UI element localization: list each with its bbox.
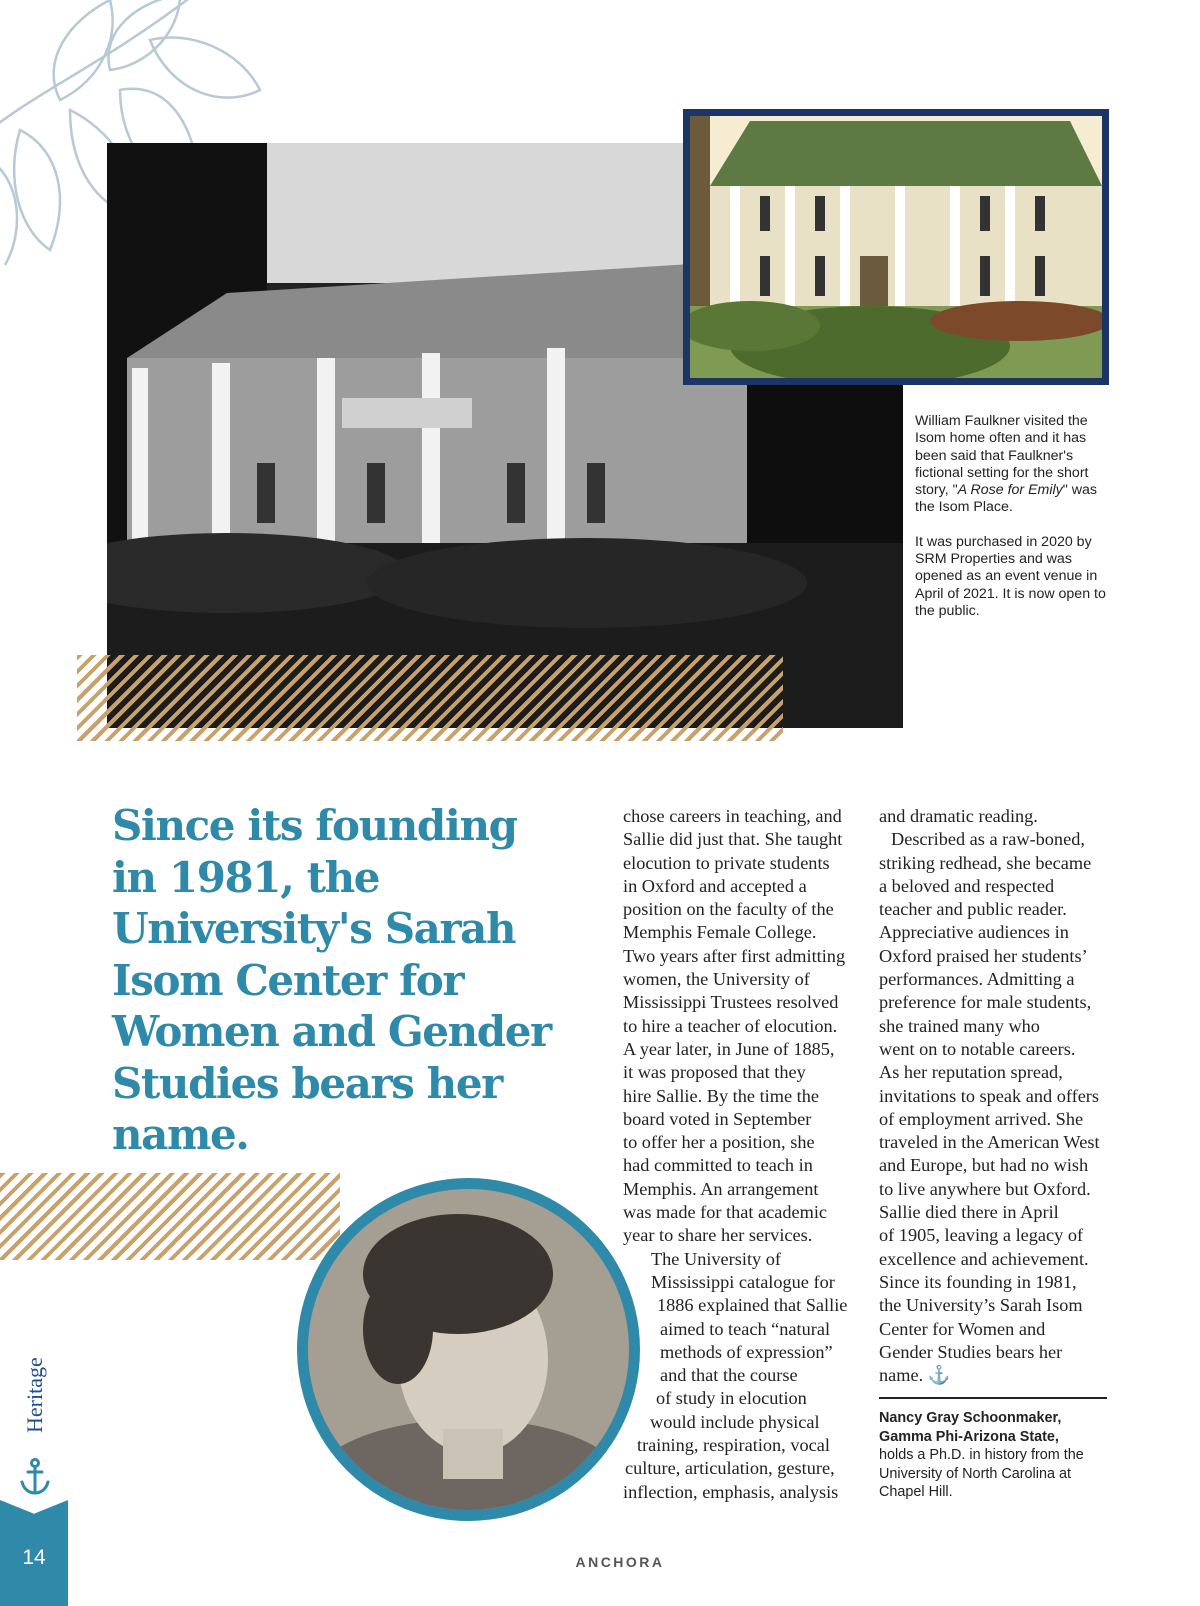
column-2-line: invitations to speak and offers: [879, 1085, 1100, 1106]
isom-place-color-photo: [683, 109, 1109, 385]
author-bio: [879, 1409, 1109, 1502]
column-2-line: Described as a raw-boned,: [891, 829, 1085, 850]
column-1-line: of study in elocution: [656, 1388, 807, 1409]
column-2-line: and Europe, but had no wish: [879, 1155, 1089, 1176]
column-1-line: Sallie did just that. She taught: [623, 829, 843, 850]
page-number: 14: [22, 1546, 46, 1569]
column-2-line: and dramatic reading.: [879, 806, 1038, 826]
column-1-line: it was proposed that they: [623, 1062, 806, 1083]
column-1-line: women, the University of: [623, 969, 810, 990]
column-2-line: teacher and public reader.: [879, 899, 1067, 920]
gold-stripe-band: [77, 655, 783, 741]
caption-paragraph-2: It was purchased in 2020 by SRM Properties and was opened as an event venue in April of 2021. It is now open to the public.: [915, 533, 1106, 619]
column-2-line: excellence and achievement.: [879, 1248, 1089, 1269]
column-2-line: Sallie died there in April: [879, 1202, 1059, 1223]
column-1-line: to offer her a position, she: [623, 1132, 815, 1153]
column-2-line: Oxford praised her students’: [879, 945, 1088, 966]
column-2-line: traveled in the American West: [879, 1132, 1100, 1153]
author-name: Nancy Gray Schoonmaker,: [879, 1410, 1062, 1426]
column-1-line: Memphis. An arrangement: [623, 1178, 819, 1199]
column-1-line: year to share her services.: [623, 1225, 813, 1246]
story-title: A Rose for Emily: [957, 482, 1063, 499]
column-2-line: went on to notable careers.: [879, 1038, 1076, 1059]
photo-caption: [915, 413, 1110, 620]
column-1-line: in Oxford and accepted a: [623, 875, 807, 896]
column-1-line: 1886 explained that Sallie: [657, 1295, 848, 1316]
column-1-line: Mississippi catalogue for: [651, 1271, 835, 1292]
column-2-line: a beloved and respected: [879, 875, 1055, 896]
column-1-line: training, respiration, vocal: [637, 1435, 830, 1456]
column-1-line: board voted in September: [623, 1108, 812, 1129]
column-2-line: Appreciative audiences in: [879, 922, 1069, 943]
caption-paragraph-1: William Faulkner visited the Isom home often and it has been said that Faulkner's fictional setting for the short story, "A Rose for Emily" was the Isom Place.: [915, 413, 1097, 516]
author-bio-text: holds a Ph.D. in history from the University of North Carolina at Chapel Hill.: [879, 1447, 1084, 1501]
column-2-line: she trained many who: [879, 1015, 1040, 1036]
column-2-line: of 1905, leaving a legacy of: [879, 1225, 1084, 1246]
column-1-line: elocution to private students: [623, 852, 830, 873]
gold-stripe-band-left: [0, 1173, 340, 1260]
article-column-2: [879, 805, 1114, 1387]
section-label: Heritage: [22, 1357, 47, 1433]
article-column-1: [623, 805, 858, 1504]
column-1-line: would include physical: [650, 1411, 820, 1432]
column-1-line: Memphis Female College.: [623, 922, 817, 943]
column-1-line: A year later, in June of 1885,: [623, 1038, 835, 1059]
column-2-line: Gender Studies bears her: [879, 1341, 1063, 1362]
column-1-line: to hire a teacher of elocution.: [623, 1015, 838, 1036]
column-1-line: was made for that academic: [623, 1202, 828, 1223]
author-chapter: Gamma Phi-Arizona State,: [879, 1428, 1059, 1445]
pull-quote: Since its founding in 1981, the University's Sarah Isom Center for Women and Gender Studies bears her name.: [112, 801, 551, 1159]
column-2-line: to live anywhere but Oxford.: [879, 1178, 1091, 1199]
column-2-line: performances. Admitting a: [879, 969, 1075, 990]
column-2-line: the University’s Sarah Isom: [879, 1295, 1083, 1316]
column-1-line: position on the faculty of the: [623, 899, 834, 920]
column-1-line: inflection, emphasis, analysis: [623, 1481, 839, 1502]
column-1-line: Mississippi Trustees resolved: [623, 992, 839, 1013]
anchor-icon: [18, 1458, 52, 1496]
magazine-title: ANCHORA: [575, 1554, 665, 1570]
column-1-line: methods of expression”: [660, 1341, 833, 1362]
column-2-line: As her reputation spread,: [879, 1062, 1063, 1083]
column-2-line: preference for male students,: [879, 992, 1092, 1013]
column-2-line: Center for Women and: [879, 1318, 1046, 1339]
column-2-line: striking redhead, she became: [879, 852, 1092, 873]
column-2-line: of employment arrived. She: [879, 1108, 1084, 1129]
column-1-line: culture, articulation, gesture,: [625, 1458, 835, 1479]
divider-rule: [879, 1397, 1107, 1399]
column-1-line: The University of: [651, 1248, 781, 1269]
sallie-isom-portrait: [297, 1178, 640, 1521]
column-2-line: Since its founding in 1981,: [879, 1271, 1077, 1292]
column-1-line: had committed to teach in: [623, 1155, 813, 1176]
column-1-line: aimed to teach “natural: [660, 1318, 831, 1339]
column-1-line: and that the course: [660, 1365, 798, 1386]
column-1-line: hire Sallie. By the time the: [623, 1085, 819, 1106]
column-1-line: chose careers in teaching, and: [623, 806, 842, 826]
column-2-line: name. ⚓: [879, 1365, 951, 1386]
column-1-line: Two years after first admitting: [623, 945, 846, 966]
